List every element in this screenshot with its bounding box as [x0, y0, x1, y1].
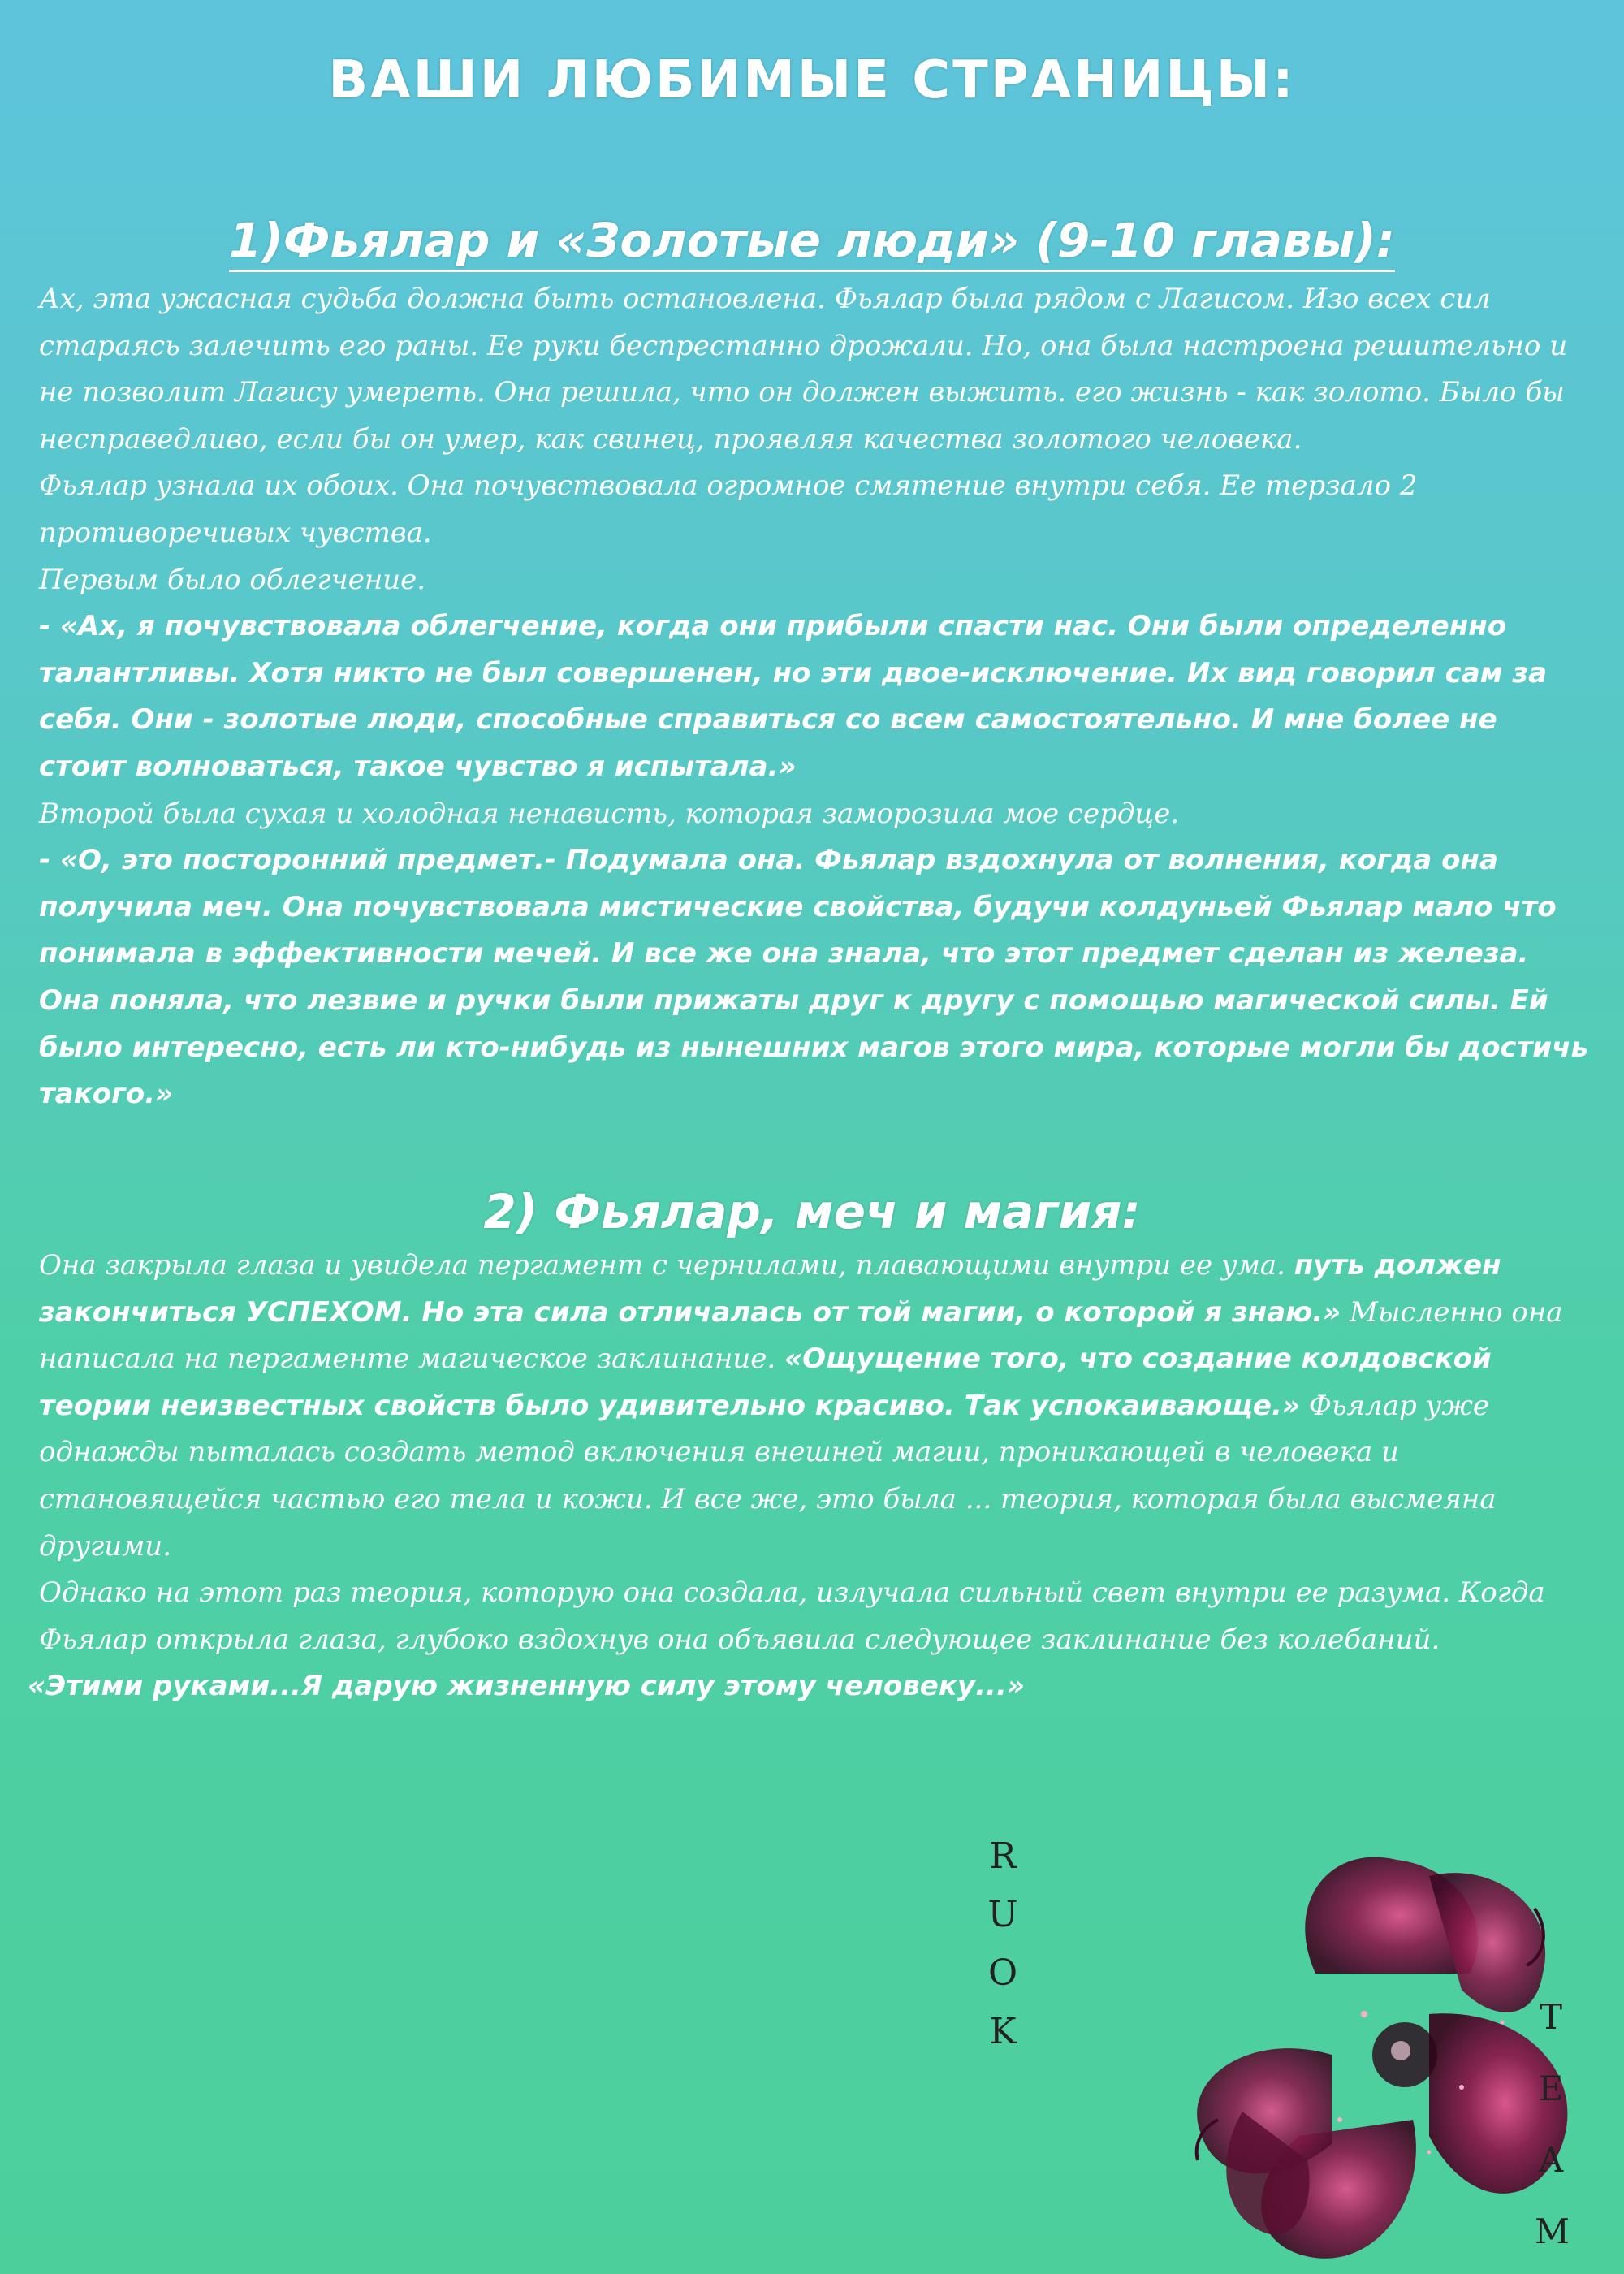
section1-paragraph: Первым было облегчение.	[39, 563, 426, 596]
ruok-team-flower-logo	[974, 1811, 1624, 2274]
section2-heading: 2) Фьялар, меч и магия:	[483, 1184, 1141, 1239]
section1-quote: - «О, это посторонний предмет.- Подумала она. Фьялар вздохнула от волнения, когда она получила меч. Она почувствовала мистические свойства, будучи колдуньей Фьялар мало что понимала в эффективности мечей. И все же она знала, что этот предмет сделан из железа. Она поняла, что лезвие и ручки были прижаты друг к другу с помощью магической силы. Ей было интересно, есть ли кто-нибудь из нынешних магов этого мира, которые могли бы достичь такого.»	[39, 844, 1588, 1111]
logo-letter: T	[1539, 1997, 1562, 2037]
logo-letters-ruok	[987, 1827, 1019, 2061]
section2-paragraph: Однако на этот раз теория, которую она создала, излучала сильный свет внутри ее разума. Когда Фьялар открыла глаза, глубоко вздохнув она объявила следующее заклинание без колебаний.	[39, 1576, 1545, 1656]
section2-text: Мысленно она написала на пергаменте магическое заклинание.	[39, 1295, 1563, 1376]
logo-letter: E	[1538, 2069, 1564, 2108]
page-title: ВАШИ ЛЮБИМЫЕ СТРАНИЦЫ:	[328, 50, 1296, 110]
section2-final-quote: «Этими руками...Я дарую жизненную силу этому человеку...»	[28, 1670, 1025, 1703]
section2-text: Фьялар уже однажды пыталась создать метод включения внешней магии, проникающей в человека и становящейся частью его тела и кожи. И все же, это была ... теория, которая была высмеяна другими.	[39, 1389, 1497, 1563]
logo-letter: M	[1535, 2211, 1570, 2251]
section1-paragraph: Ах, эта ужасная судьба должна быть остановлена. Фьялар была рядом с Лагисом. Изо всех сил стараясь залечить его раны. Ее руки беспрестанно дрожали. Но, она была настроена решительно и не позволит Лагису умереть. Она решила, что он должен выжить. его жизнь - как золото. Было бы несправедливо, если бы он умер, как свинец, проявляя качества золотого человека.	[39, 283, 1568, 456]
section2-body	[28, 1243, 1590, 1710]
logo-letter: U	[987, 1894, 1018, 1935]
section2-quote: путь должен закончиться УСПЕХОМ. Но эта сила отличалась от той магии, о которой я знаю.»	[39, 1249, 1501, 1329]
section1-paragraph: Второй была сухая и холодная ненависть, которая заморозила мое сердце.	[39, 797, 1180, 830]
section1-heading-text: 1)Фьялар и «Золотые люди» (9-10 главы):	[229, 213, 1395, 272]
logo-letters-team	[1535, 1982, 1570, 2268]
logo-letter: R	[989, 1835, 1017, 1877]
section2-text: Она закрыла глаза и увидела пергамент с чернилами, плавающими внутри ее ума.	[39, 1249, 1294, 1282]
section2-quote: «Ощущение того, что создание колдовской теории неизвестных свойств было удивительно красиво. Так успокаивающе.»	[39, 1342, 1492, 1422]
section1-heading	[0, 213, 1624, 268]
logo-letter: O	[987, 1952, 1018, 1994]
section1-body	[39, 276, 1590, 1118]
logo-letter: K	[989, 2011, 1017, 2052]
flower-icon	[1197, 1857, 1568, 2259]
section2-paragraph	[39, 1243, 1590, 1570]
section1-paragraph: Фьялар узнала их обоих. Она почувствовала огромное смятение внутри себя. Ее терзало 2 противоречивых чувства.	[39, 469, 1418, 549]
logo-letter: A	[1538, 2140, 1564, 2180]
section1-quote: - «Ах, я почувствовала облегчение, когда они прибыли спасти нас. Они были определенно талантливы. Хотя никто не был совершенен, но эти двое-исключение. Их вид говорил сам за себя. Они - золотые люди, способные справиться со всем самостоятельно. И мне более не стоит волноваться, такое чувство я испытала.»	[39, 610, 1548, 783]
